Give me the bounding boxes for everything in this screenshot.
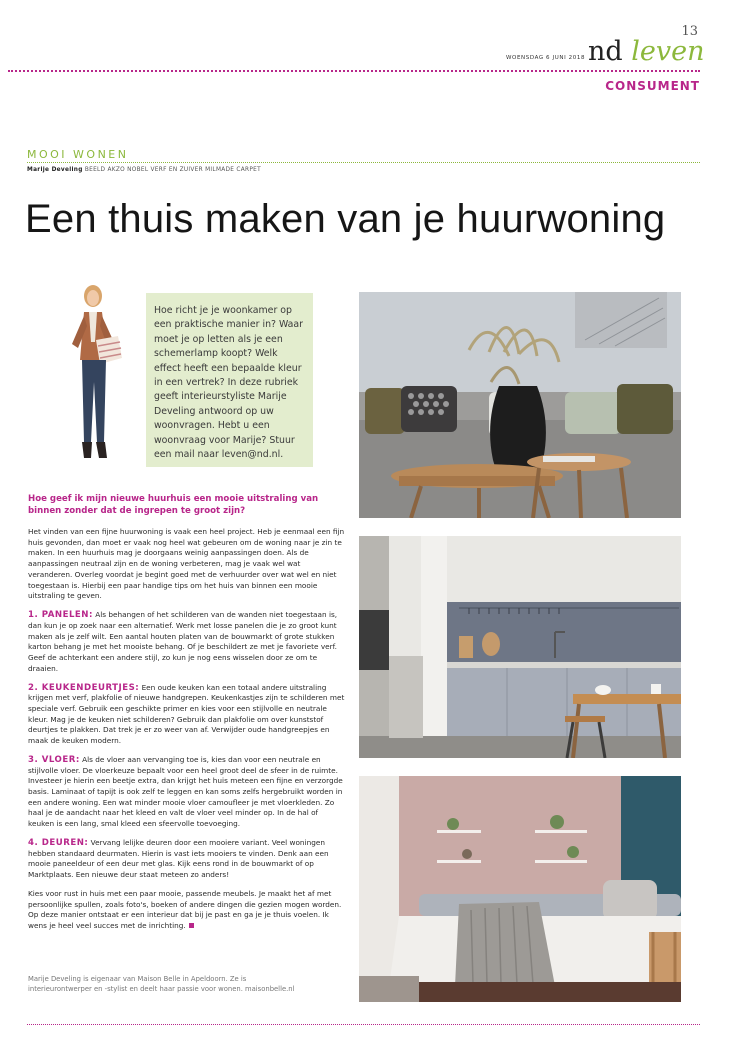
article-question: Hoe geef ik mijn nieuwe huurhuis een mooie uitstraling van binnen zonder dat de ingrepen te groot zijn? [28,494,319,516]
tip-heading: 2. KEUKENDEURTJES: [28,682,140,693]
end-mark-icon [189,923,194,928]
photo-living-room [359,292,681,518]
tip-paragraph [28,838,346,881]
tip-paragraph [28,610,346,674]
page-number: 13 [681,24,698,39]
rubric-dotted-rule [27,162,700,163]
tip-heading: 1. PANELEN: [28,610,93,621]
tip-text: Een oude keuken kan een totaal andere uitstraling krijgen met verf, plakfolie of nieuwe handgrepen. Keukenkastjes zijn te schilderen met speciale verf. Gebruik een geschikte primer en kies voor een stijlvolle en neutrale kleur. Mag je de keuken niet schilderen? Gebruik dan plakfolie om over kunststof deurtjes te plakken. Dat trek je er zo weer van af. Verwijder oude handgreepjes en maak de keuken modern. [28,682,345,746]
brand-leven: leven [631,36,705,67]
article-closing [28,889,346,932]
intro-box [146,293,313,467]
tip-text: Vervang lelijke deuren door een mooiere variant. Veel woningen hebben standaard deurmaten. Hierin is vast iets mooiers te vinden. Denk aan een mooie paneeldeur of een deur met glas. Kijk eens rond in de bouwmarkt of op Marktplaats. Een nieuwe deur staat meteen zo anders! [28,838,329,880]
dateline: WOENSDAG 6 JUNI 2018 [506,55,586,61]
tip-paragraph [28,683,346,747]
bottom-dotted-rule [27,1024,700,1025]
tip-heading: 3. VLOER: [28,754,80,765]
article-body [28,493,346,940]
top-dotted-rule [8,70,700,72]
tip-text: Als behangen of het schilderen van de wanden niet toegestaan is, dan kun je op zoek naar een alternatief. Werk met losse panelen die je zo groot kunt maken als je zelf wilt. Een aantal houten platen van de bouwmarkt of grote stukken karton behang je met het mooiste behang. Of je beschildert ze met je favoriete verf. Geef de achterkant een andere stijl, zo kun je nog eens wisselen door ze om te draaien. [28,610,338,673]
author-footnote: Marije Develing is eigenaar van Maison Belle in Apeldoorn. Ze is interieurontwerper en -stylist en deelt haar passie voor wonen. maisonbelle.nl [28,975,295,994]
tip-paragraph [28,755,346,830]
brand-nd: nd [588,36,623,67]
photo-credits: BEELD AKZO NOBEL VERF EN ZUIVER MILMADE CARPET [84,167,261,173]
photo-bedroom [359,776,681,1002]
closing-text: Kies voor rust in huis met een paar mooie, passende meubels. Je maakt het af met persoonlijke spullen, zoals foto's, boeken of andere dingen die gezien mogen worden. Op deze manier ontstaat er een interieur dat bij je past en ga je je thuis voelen. Ik wens je heel veel succes met de inrichting. [28,889,342,931]
author-name: Marije Develing [27,167,83,173]
tip-heading: 4. DEUREN: [28,838,89,849]
brand-logo [588,36,705,67]
article-lead: Het vinden van een fijne huurwoning is vaak een heel project. Heb je eenmaal een fijn huis gevonden, dan moet er vaak nog heel wat gebeuren om de woning naar je zin te maken. In een huurhuis mag je doorgaans weinig aanpassingen doen. Als de aanpassingen neutraal zijn en de woning verbeteren, mag je vaak wel wat veranderen. Overleg voordat je begint goed met de verhuurder over wat wel en niet toegestaan is. Hierbij een paar handige tips om het huis van binnen een mooie uitstraling te geven. [28,527,345,601]
photo-kitchen [359,536,681,758]
rubric-label: MOOI WONEN [27,148,129,161]
section-label: CONSUMENT [605,79,700,93]
headline: Een thuis maken van je huurwoning [25,197,666,241]
intro-text: Hoe richt je je woonkamer op een praktische manier in? Waar moet je op letten als je een schemerlamp koopt? Welk effect heeft een bepaalde kleur in een vertrek? In deze rubriek geeft interieurstyliste Marije Develing antwoord op uw woonvragen. Hebt u een woonvraag voor Marije? Stuur een mail naar leven@nd.nl. [154,305,303,461]
tip-text: Als de vloer aan vervanging toe is, kies dan voor een neutrale en stijlvolle vloer. De vloerkeuze bepaalt voor een heel groot deel de sfeer in de ruimte. Investeer je hierin een beetje extra, dan krijgt het huis meteen een fijne en verzorgde basis. Laminaat of tapijt is ook zelf te leggen en kan soms zelfs hergebruikt worden in een andere woning. Een wat minder mooie vloer camoufleer je met vloerkleden. Zo haal je de aandacht naar het kleed en valt de vloer veel minder op. In de hal of keuken is een lang, smal kleed een sfeervolle toevoeging. [28,754,343,829]
author-photo [62,282,134,464]
byline [27,167,261,173]
